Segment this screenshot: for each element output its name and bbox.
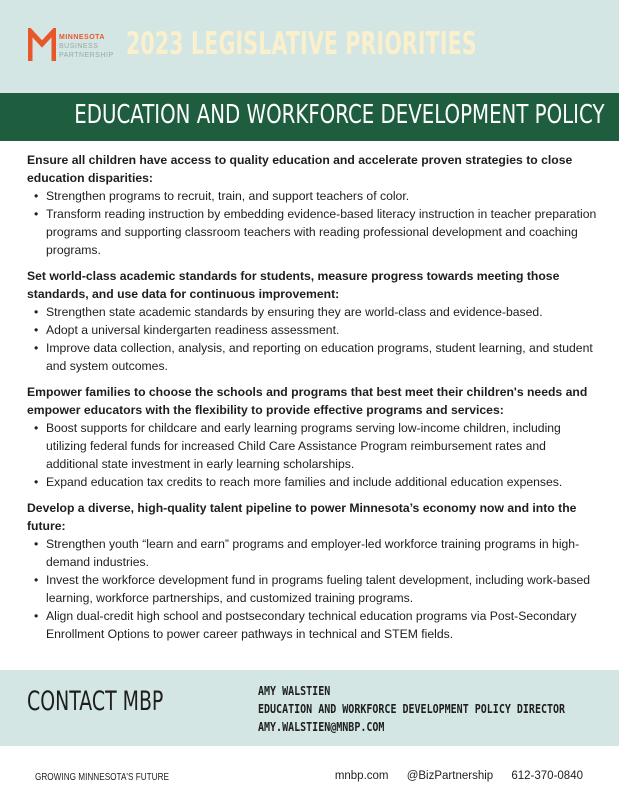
phone-number: 612-370-0840 <box>511 770 583 782</box>
priority-bullet: • Expand education tax credits to reach more families and include additional education expenses. <box>27 473 597 491</box>
priority-section <box>27 267 597 375</box>
priority-heading: Ensure all children have access to quality education and accelerate proven strategies to close education disparities: <box>27 153 573 185</box>
policy-area-title: EDUCATION AND WORKFORCE DEVELOPMENT POLICY <box>74 100 605 130</box>
logo-line-2: BUSINESS <box>59 43 99 50</box>
priority-heading: Set world-class academic standards for students, measure progress towards meeting those standards, and use data for continuous improvement: <box>27 269 560 301</box>
website-link[interactable]: mnbp.com <box>334 770 389 782</box>
priorities-content <box>27 151 597 651</box>
social-handle-link[interactable]: @BizPartnership <box>406 770 494 782</box>
footer-tagline: GROWING MINNESOTA'S FUTURE <box>35 772 169 783</box>
priority-section <box>27 383 597 491</box>
priority-bullet: • Boost supports for childcare and early learning programs serving low-income children, including utilizing federal funds for increased Child Care Assistance Program reimbursement rates and additional state investment in early learning scholarships. <box>27 419 597 473</box>
priority-bullet: • Adopt a universal kindergarten readiness assessment. <box>27 321 597 339</box>
priority-heading: Empower families to choose the schools and programs that best meet their children's needs and empower educators with the flexibility to provide effective programs and services: <box>27 385 588 417</box>
priority-bullet: • Strengthen state academic standards by ensuring they are world-class and evidence-based. <box>27 303 597 321</box>
contact-email-link[interactable]: AMY.WALSTIEN@MNBP.COM <box>258 719 385 734</box>
logo-line-1: MINNESOTA <box>59 34 105 41</box>
mbp-logo <box>28 28 118 68</box>
priority-bullet: • Transform reading instruction by embedding evidence-based literacy instruction in teacher preparation programs and supporting classroom teachers with reading professional development and coaching programs. <box>27 205 597 259</box>
priority-heading: Develop a diverse, high-quality talent pipeline to power Minnesota’s economy now and into the future: <box>27 501 577 533</box>
priority-bullet-list <box>27 419 597 491</box>
priority-bullet: • Invest the workforce development fund in programs fueling talent development, including work-based learning, workforce partnerships, and customized training programs. <box>27 571 597 607</box>
contact-name: AMY WALSTIEN <box>258 683 331 698</box>
footer-links <box>320 770 583 782</box>
priority-bullet-list <box>27 535 597 643</box>
logo-wordmark <box>59 33 114 60</box>
document-title: 2023 LEGISLATIVE PRIORITIES <box>126 26 477 62</box>
priority-bullet: • Align dual-credit high school and postsecondary technical education programs via Post-Secondary Enrollment Options to power career pathways in technical and STEM fields. <box>27 607 597 643</box>
priority-bullet-list <box>27 187 597 259</box>
contact-details <box>258 682 619 736</box>
priority-bullet: • Strengthen programs to recruit, train, and support teachers of color. <box>27 187 597 205</box>
logo-line-3: PARTNERSHIP <box>59 52 114 59</box>
priority-bullet: • Strengthen youth “learn and earn” programs and employer-led workforce training programs in high-demand industries. <box>27 535 597 571</box>
priority-bullet-list <box>27 303 597 375</box>
priority-section <box>27 151 597 259</box>
priority-bullet: • Improve data collection, analysis, and reporting on education programs, student learning, and student and system outcomes. <box>27 339 597 375</box>
contact-heading: CONTACT MBP <box>27 686 164 717</box>
contact-role: EDUCATION AND WORKFORCE DEVELOPMENT POLICY DIRECTOR <box>258 701 566 716</box>
mbp-logo-icon <box>28 28 56 62</box>
priority-section <box>27 499 597 643</box>
